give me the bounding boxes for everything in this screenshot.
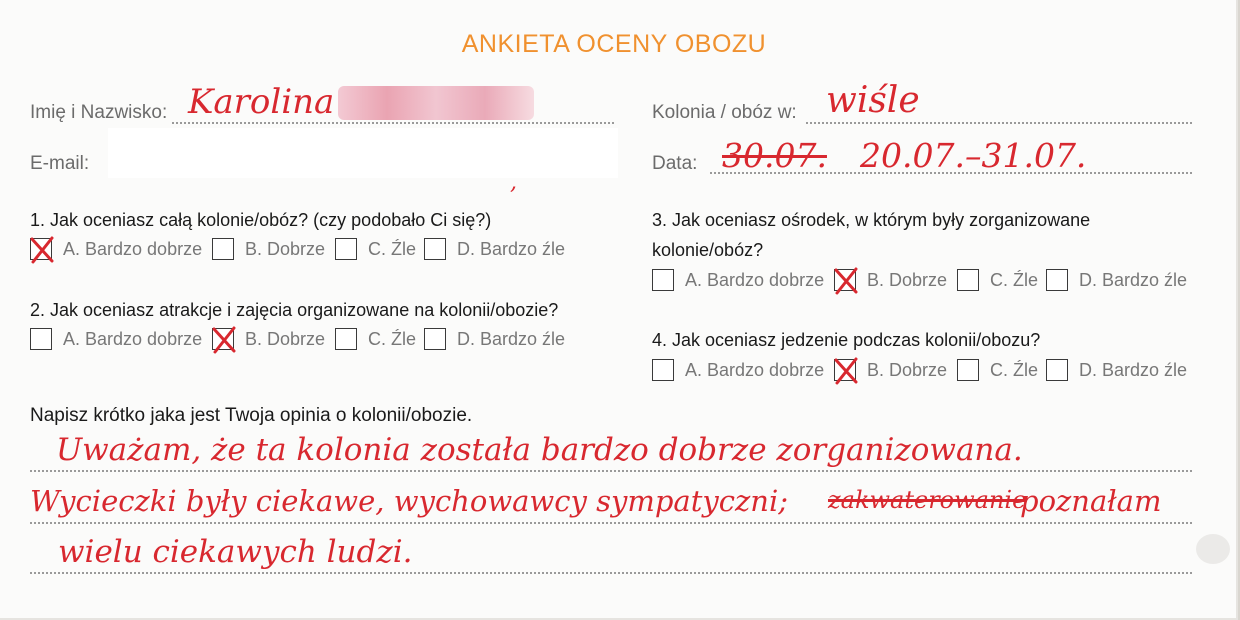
question-2-checkbox-d[interactable] [424,328,446,350]
date-label: Data: [652,153,698,174]
email-redaction-box [108,128,618,178]
question-3-option-a-label: A. Bardzo dobrze [685,270,825,290]
camp-dotted-line [806,122,1192,124]
question-3-option-d-label: D. Bardzo źle [1079,270,1188,290]
question-4-option-d-label: D. Bardzo źle [1079,360,1188,380]
question-3-label: 3. Jak oceniasz ośrodek, w którym były zorganizowane [652,210,1091,230]
form-title: ANKIETA OCENY OBOZU [461,30,767,58]
question-1-option-d-label: D. Bardzo źle [457,239,566,259]
question-2-option-b-label: B. Dobrze [245,329,326,349]
opinion-line-2 [30,522,1192,524]
question-4-option-a-label: A. Bardzo dobrze [685,360,825,380]
name-label: Imię i Nazwisko: [30,102,168,123]
camp-label: Kolonia / obóz w: [652,102,797,123]
opinion-handwritten-line-1[interactable]: Uważam, że ta kolonia została bardzo dobrze zorganizowana. [56,432,1023,468]
ink-stroke: , [510,170,517,195]
question-1-label: 1. Jak oceniasz całą kolonie/obóz? (czy podobało Ci się?) [30,210,492,230]
opinion-handwritten-line-2a[interactable]: Wycieczki były ciekawe, wychowawcy sympatyczni; [30,484,788,518]
question-1-checkbox-c[interactable] [335,238,357,260]
question-1-option-c-label: C. Źle [368,239,417,259]
opinion-handwritten-line-3[interactable]: wielu ciekawych ludzi. [58,534,413,570]
question-3-label-line2: kolonie/obóz? [652,240,764,260]
check-cross-icon [833,267,859,295]
opinion-prompt: Napisz krótko jaka jest Twoja opinia o kolonii/obozie. [30,405,473,426]
question-2-checkbox-c[interactable] [335,328,357,350]
question-4-checkbox-a[interactable] [652,359,674,381]
question-1-checkbox-a[interactable] [30,238,52,260]
question-1-checkbox-d[interactable] [424,238,446,260]
question-3-checkbox-d[interactable] [1046,269,1068,291]
date-struck-handwritten: 30.07. [722,136,827,175]
question-2-option-a-label: A. Bardzo dobrze [63,329,203,349]
question-1-option-a-label: A. Bardzo dobrze [63,239,203,259]
email-label: E-mail: [30,153,90,174]
opinion-line-3 [30,572,1192,574]
question-1-option-b-label: B. Dobrze [245,239,326,259]
question-4-option-c-label: C. Źle [990,360,1039,380]
camp-handwritten[interactable]: wiśle [826,80,920,121]
question-4-checkbox-d[interactable] [1046,359,1068,381]
opinion-line-1 [30,470,1192,472]
question-2-option-d-label: D. Bardzo źle [457,329,566,349]
question-3-checkbox-b[interactable] [834,269,856,291]
question-4-checkbox-b[interactable] [834,359,856,381]
check-cross-icon [833,357,859,385]
question-3-option-c-label: C. Źle [990,270,1039,290]
question-3-option-b-label: B. Dobrze [867,270,948,290]
question-2-checkbox-b[interactable] [212,328,234,350]
question-2-checkbox-a[interactable] [30,328,52,350]
check-cross-icon [211,326,237,354]
question-2-option-c-label: C. Źle [368,329,417,349]
opinion-handwritten-struck: zakwaterowanie [828,486,1027,514]
name-handwritten[interactable]: Karolina [188,82,335,122]
question-4-option-b-label: B. Dobrze [867,360,948,380]
question-4-checkbox-c[interactable] [957,359,979,381]
question-3-checkbox-a[interactable] [652,269,674,291]
question-1-checkbox-b[interactable] [212,238,234,260]
date-handwritten[interactable]: 20.07.–31.07. [860,136,1087,175]
question-3-checkbox-c[interactable] [957,269,979,291]
name-redaction-blur [338,86,534,120]
question-2-label: 2. Jak oceniasz atrakcje i zajęcia organizowane na kolonii/obozie? [30,300,559,320]
name-dotted-line [172,122,614,124]
opinion-handwritten-line-2b[interactable]: poznałam [1020,484,1162,518]
check-cross-icon [29,236,55,264]
question-4-label: 4. Jak oceniasz jedzenie podczas kolonii/obozu? [652,330,1041,350]
paper-smudge [1196,534,1230,564]
